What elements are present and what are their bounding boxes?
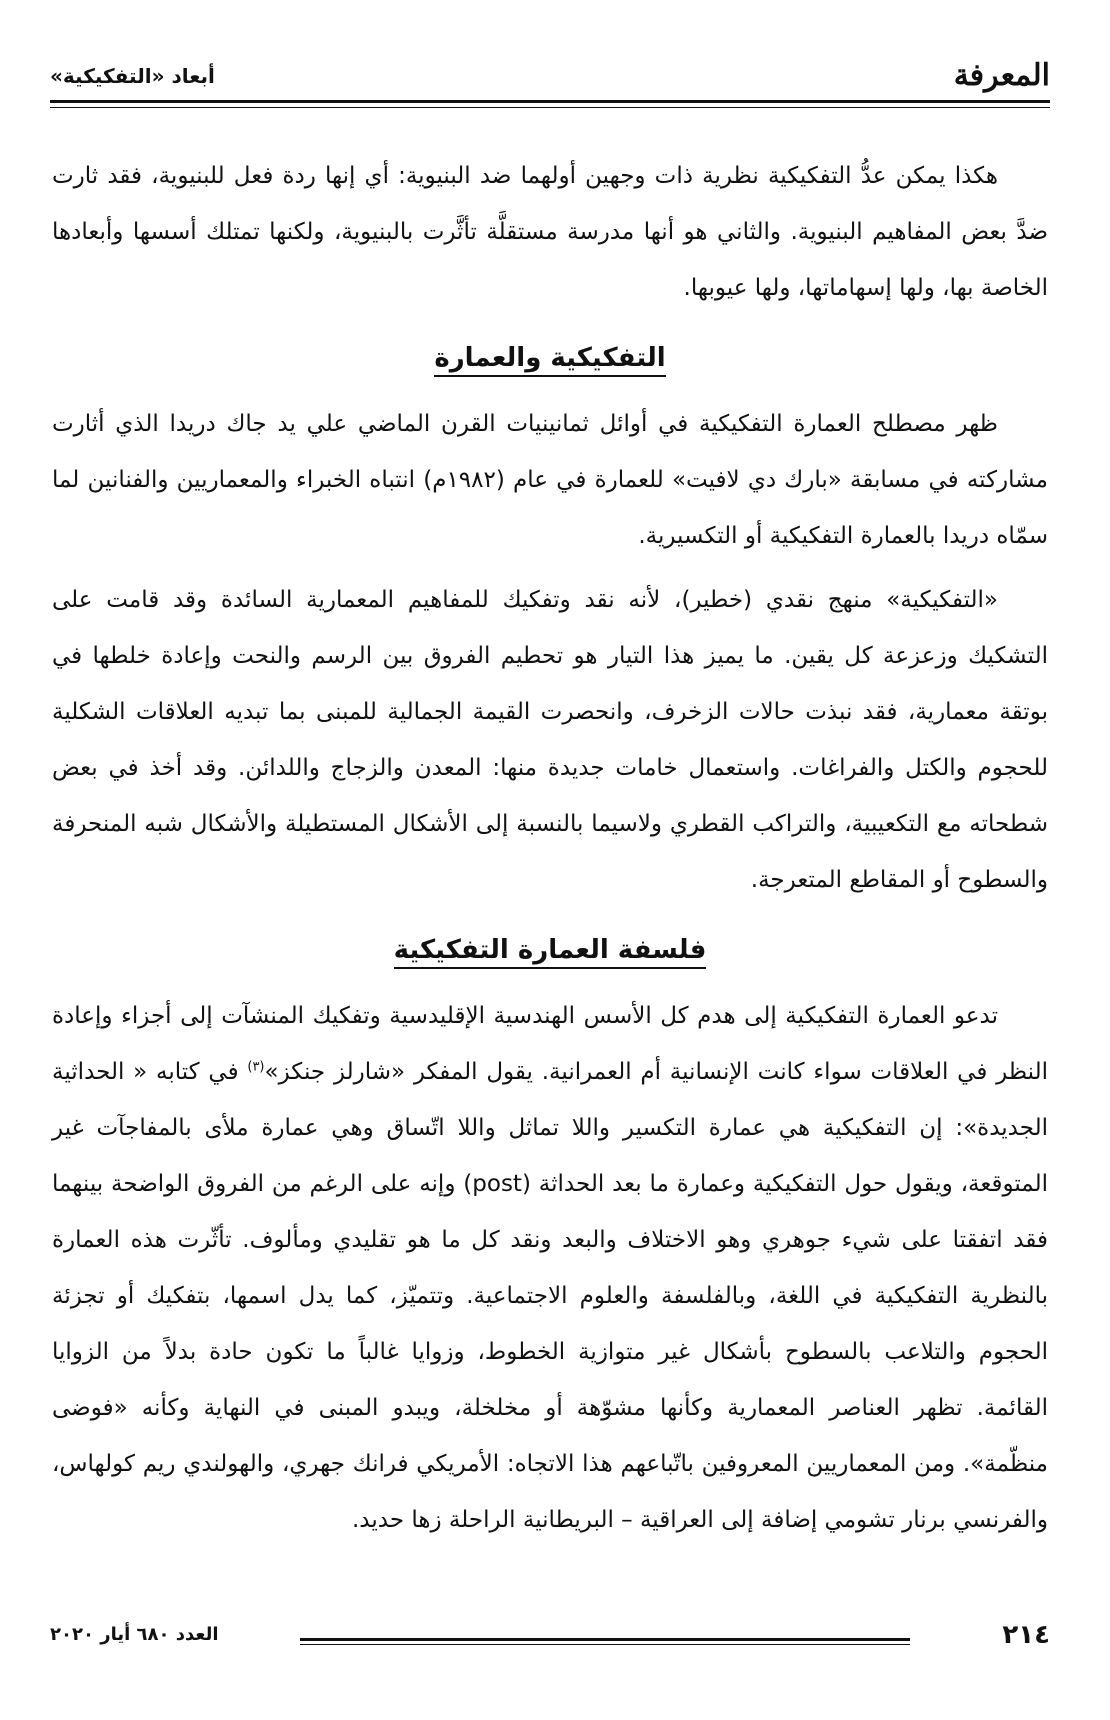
section1-paragraph-1: ظهر مصطلح العمارة التفكيكية في أوائل ثمانينيات القرن الماضي علي يد جاك دريدا الذي أثارت مشاركته في مسابقة «بارك دي لافيت» للعمارة في عام (١٩٨٢م) انتباه الخبراء والمعماريين والفنانين لما سمّاه دريدا بالعمارة التفكيكية أو التكسيرية. bbox=[52, 411, 1048, 549]
section-heading-text: فلسفة العمارة التفكيكية bbox=[394, 935, 707, 969]
section2-text-part2: في كتابه « الحداثية الجديدة»: إن التفكيكية هي عمارة التكسير واللا تماثل واللا اتّساق وهي عمارة ملأى بالمفاجآت غير المتوقعة، ويقول حول التفكيكية وعمارة ما بعد الحداثة (post) وإنه على الرغم من الفروق الواضحة بينهما فقد اتفقتا على شيء جوهري وهو الاختلاف والبعد ونقد كل ما هو تقليدي ومألوف. تأثّرت هذه العمارة بالنظرية التفكيكية في اللغة، وبالفلسفة والعلوم الاجتماعية. وتتميّز، كما يدل اسمها، بتفكيك أو تجزئة الحجوم والتلاعب بالسطوح بأشكال غير متوازية الخطوط، وزوايا غالباً ما تكون حادة بدلاً من الزوايا القائمة. تظهر العناصر المعمارية وكأنها مشوّهة أو مخلخلة، ويبدو المبنى في النهاية وكأنه «فوضى منظّمة». ومن المعماريين المعروفين باتّباعهم هذا الاتجاه: الأمريكي فرانك جهري، والهولندي ريم كولهاس، والفرنسي برنار تشومي إضافة إلى العراقية – البريطانية الراحلة زها حديد. bbox=[52, 1059, 1048, 1533]
section1-paragraph-2: «التفكيكية» منهج نقدي (خطير)، لأنه نقد وتفكيك للمفاهيم المعمارية السائدة وقد قامت على التشكيك وزعزعة كل يقين. ما يميز هذا التيار هو تحطيم الفروق بين الرسم والنحت وإعادة خلطها في بوتقة معمارية، فقد نبذت حالات الزخرف، وانحصرت القيمة الجمالية للمبنى بما تبديه العلاقات الشكلية للحجوم والكتل والفراغات. واستعمال خامات جديدة منها: المعدن والزجاج واللدائن. وقد أخذ في بعض شطحاته مع التكعيبية، والتراكب القطري ولاسيما بالنسبة إلى الأشكال المستطيلة والأشكال شبه المنحرفة والسطوح أو المقاطع المتعرجة. bbox=[52, 587, 1048, 893]
section-heading-deconstruction-architecture bbox=[52, 330, 1048, 386]
page-number: ٢١٤ bbox=[1002, 1620, 1050, 1650]
section-heading-text: التفكيكية والعمارة bbox=[434, 343, 665, 377]
intro-paragraph: هكذا يمكن عدُّ التفكيكية نظرية ذات وجهين أولهما ضد البنيوية: أي إنها ردة فعل للبنيوية، فقد ثارت ضدَّ بعض المفاهيم البنيوية. والثاني هو أنها مدرسة مستقلَّة تأثَّرت بالبنيوية، ولكنها تمتلك أسسها وأبعادها الخاصة بها، ولها إسهاماتها، ولها عيوبها. bbox=[52, 163, 1048, 301]
section2-text-part1: تدعو العمارة التفكيكية إلى هدم كل الأسس الهندسية الإقليدسية وتفكيك المنشآت إلى أجزاء وإعادة النظر في العلاقات سواء كانت الإنسانية أم العمرانية. يقول المفكر «شارلز جنكز» bbox=[52, 1003, 1048, 1085]
section-heading-philosophy bbox=[52, 922, 1048, 978]
running-title: أبعاد «التفكيكية» bbox=[50, 64, 215, 88]
article-body bbox=[52, 148, 1048, 1556]
footnote-reference[interactable]: (٣) bbox=[247, 1059, 265, 1075]
magazine-logo: المعرفة bbox=[953, 58, 1050, 93]
issue-info: العدد ٦٨٠ أيار ٢٠٢٠ bbox=[50, 1624, 219, 1645]
page-header bbox=[50, 40, 1050, 100]
section2-paragraph bbox=[52, 988, 1048, 1548]
header-rule bbox=[50, 100, 1050, 108]
footer-rule bbox=[300, 1638, 910, 1645]
page-footer bbox=[50, 1620, 1050, 1660]
